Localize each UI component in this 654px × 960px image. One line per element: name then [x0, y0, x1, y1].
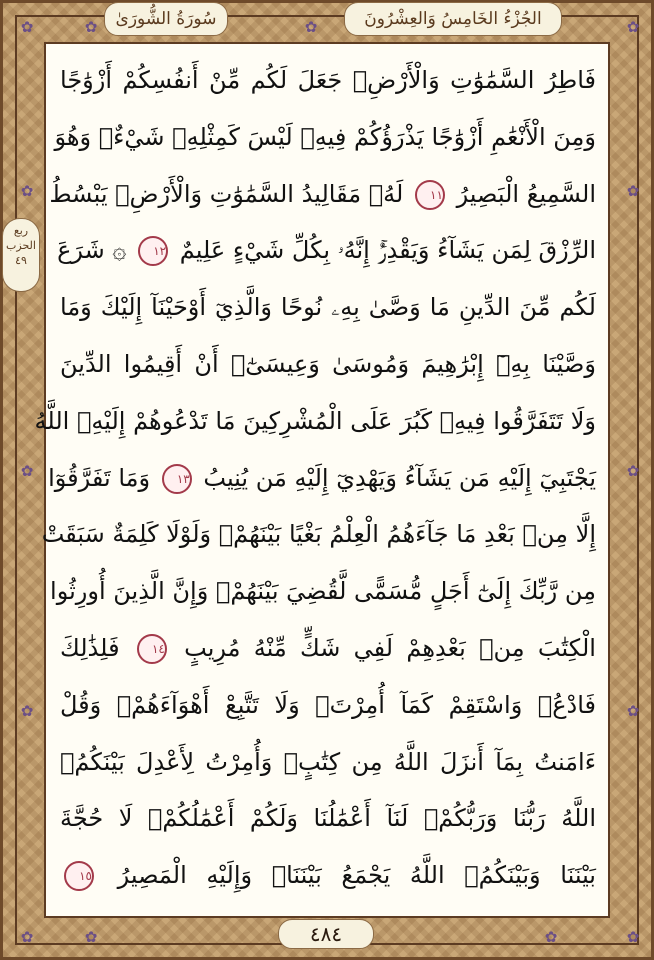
verse-line — [60, 734, 596, 791]
verse-line — [50, 563, 596, 620]
flower-ornament-icon: ✿ — [626, 702, 640, 720]
text-lines — [34, 52, 596, 904]
verse-text: وَلَا تَتَفَرَّقُوا فِيهِۚ كَبُرَ عَلَى الْمُشْرِكِينَ مَا تَدْعُوهُمْ إِلَيْهِۚ اللَّهُ — [34, 406, 596, 435]
verse-line — [60, 790, 596, 847]
flower-ornament-icon: ✿ — [626, 928, 640, 946]
verse-text: السَّمِيعُ الْبَصِيرُ — [456, 179, 596, 208]
page-number: ٤٨٤ — [278, 919, 374, 949]
verse-line — [60, 677, 596, 734]
verse-text: بَيْنَنَا وَبَيْنَكُمُۖ اللَّهُ يَجْمَعُ بَيْنَنَاۖ وَإِلَيْهِ الْمَصِيرُ — [117, 861, 596, 890]
verse-line — [60, 620, 596, 677]
flower-ornament-icon: ✿ — [20, 18, 34, 36]
verse-text: ۞ شَرَعَ — [57, 236, 127, 265]
verse-text: فَادْعُۖ وَاسْتَقِمْ كَمَآ أُمِرْتَۖ وَلَا تَتَّبِعْ أَهْوَآءَهُمْۖ وَقُلْ — [60, 690, 596, 719]
flower-ornament-icon: ✿ — [84, 18, 98, 36]
flower-ornament-icon: ✿ — [20, 702, 34, 720]
verse-line — [54, 109, 596, 166]
flower-ornament-icon: ✿ — [626, 462, 640, 480]
hizb-label: الحزب — [6, 239, 36, 252]
flower-ornament-icon: ✿ — [20, 462, 34, 480]
flower-ornament-icon: ✿ — [304, 18, 318, 36]
ayah-number-marker: ١٥ — [64, 861, 94, 891]
verse-line — [41, 506, 596, 563]
verse-text: وَمِنَ الْأَنْعَٰمِ أَزْوَٰجًا يَذْرَؤُكُمْ فِيهِۚ لَيْسَ كَمِثْلِهِۦ شَيْءٌۖ وَهُوَ — [54, 122, 596, 151]
verse-text: فَلِذَٰلِكَ — [60, 633, 120, 662]
verse-line — [34, 393, 596, 450]
verse-text: وَصَّيْنَا بِهِۦٓ إِبْرَٰهِيمَ وَمُوسَىٰ وَعِيسَىٰٓۖ أَنْ أَقِيمُوا الدِّينَ — [60, 349, 596, 378]
verse-text: فَاطِرُ السَّمَٰوَٰتِ وَالْأَرْضِۚ جَعَلَ لَكُم مِّنْ أَنفُسِكُمْ أَزْوَٰجًا — [60, 66, 596, 94]
hizb-number: ٤٩ — [15, 254, 27, 267]
ayah-number-marker: ١١ — [415, 180, 445, 210]
verse-line — [60, 52, 596, 109]
hizb-marker — [2, 218, 40, 292]
verse-text: إِلَّا مِنۢ بَعْدِ مَا جَآءَهُمُ الْعِلْمُ بَغْيًا بَيْنَهُمْۚ وَلَوْلَا كَلِمَةٌ سَبَقَتْ — [41, 520, 596, 549]
flower-ornament-icon: ✿ — [20, 928, 34, 946]
verse-line — [60, 279, 596, 336]
juz-name-header: الجُزْءُ الخَامِسُ وَالعِشْرُونَ — [344, 2, 562, 36]
verse-line — [60, 336, 596, 393]
verse-text: الرِّزْقَ لِمَن يَشَآءُ وَيَقْدِرُۚ إِنَّهُۥ بِكُلِّ شَيْءٍ عَلِيمٌ — [179, 236, 596, 265]
verse-text: لَهُۥ مَقَالِيدُ السَّمَٰوَٰتِ وَالْأَرْضِۖ يَبْسُطُ — [49, 179, 404, 208]
flower-ornament-icon: ✿ — [626, 18, 640, 36]
quran-page — [34, 42, 610, 918]
verse-text: ءَامَنتُ بِمَآ أَنزَلَ اللَّهُ مِن كِتَٰبٍۖ وَأُمِرْتُ لِأَعْدِلَ بَيْنَكُمُۖ — [60, 747, 596, 776]
hizb-quarter-label: ربع — [13, 224, 29, 237]
flower-ornament-icon: ✿ — [84, 928, 98, 946]
verse-text: مِن رَّبِّكَ إِلَىٰٓ أَجَلٍ مُّسَمًّى لَّقُضِيَ بَيْنَهُمْۚ وَإِنَّ الَّذِينَ أُورِثُوا — [50, 577, 596, 606]
verse-text: يَجْتَبِيٓ إِلَيْهِ مَن يَشَآءُ وَيَهْدِيٓ إِلَيْهِ مَن يُنِيبُ — [203, 463, 596, 492]
verse-text: الْكِتَٰبَ مِنۢ بَعْدِهِمْ لَفِي شَكٍّ مِّنْهُ مُرِيبٍ — [184, 633, 596, 662]
verse-text: لَكُم مِّنَ الدِّينِ مَا وَصَّىٰ بِهِۦ نُوحًا وَالَّذِيٓ أَوْحَيْنَآ إِلَيْكَ وَمَا — [60, 293, 596, 322]
verse-line — [60, 847, 596, 904]
ayah-number-marker: ١٤ — [137, 634, 167, 664]
verse-line — [57, 222, 596, 279]
verse-text: اللَّهُ رَبُّنَا وَرَبُّكُمْۖ لَنَآ أَعْمَٰلُنَا وَلَكُمْ أَعْمَٰلُكُمْۖ لَا حُجَّةَ — [60, 804, 596, 833]
verse-line — [48, 450, 596, 507]
flower-ornament-icon: ✿ — [626, 182, 640, 200]
surah-name-header: سُورَةُ الشُّورَىٰ — [104, 2, 228, 36]
verse-line — [49, 166, 596, 223]
ayah-number-marker: ١٣ — [162, 464, 192, 494]
ayah-number-marker: ١٢ — [138, 236, 168, 266]
flower-ornament-icon: ✿ — [544, 928, 558, 946]
flower-ornament-icon: ✿ — [20, 182, 34, 200]
verse-text: وَمَا تَفَرَّقُوٓا — [48, 463, 151, 492]
